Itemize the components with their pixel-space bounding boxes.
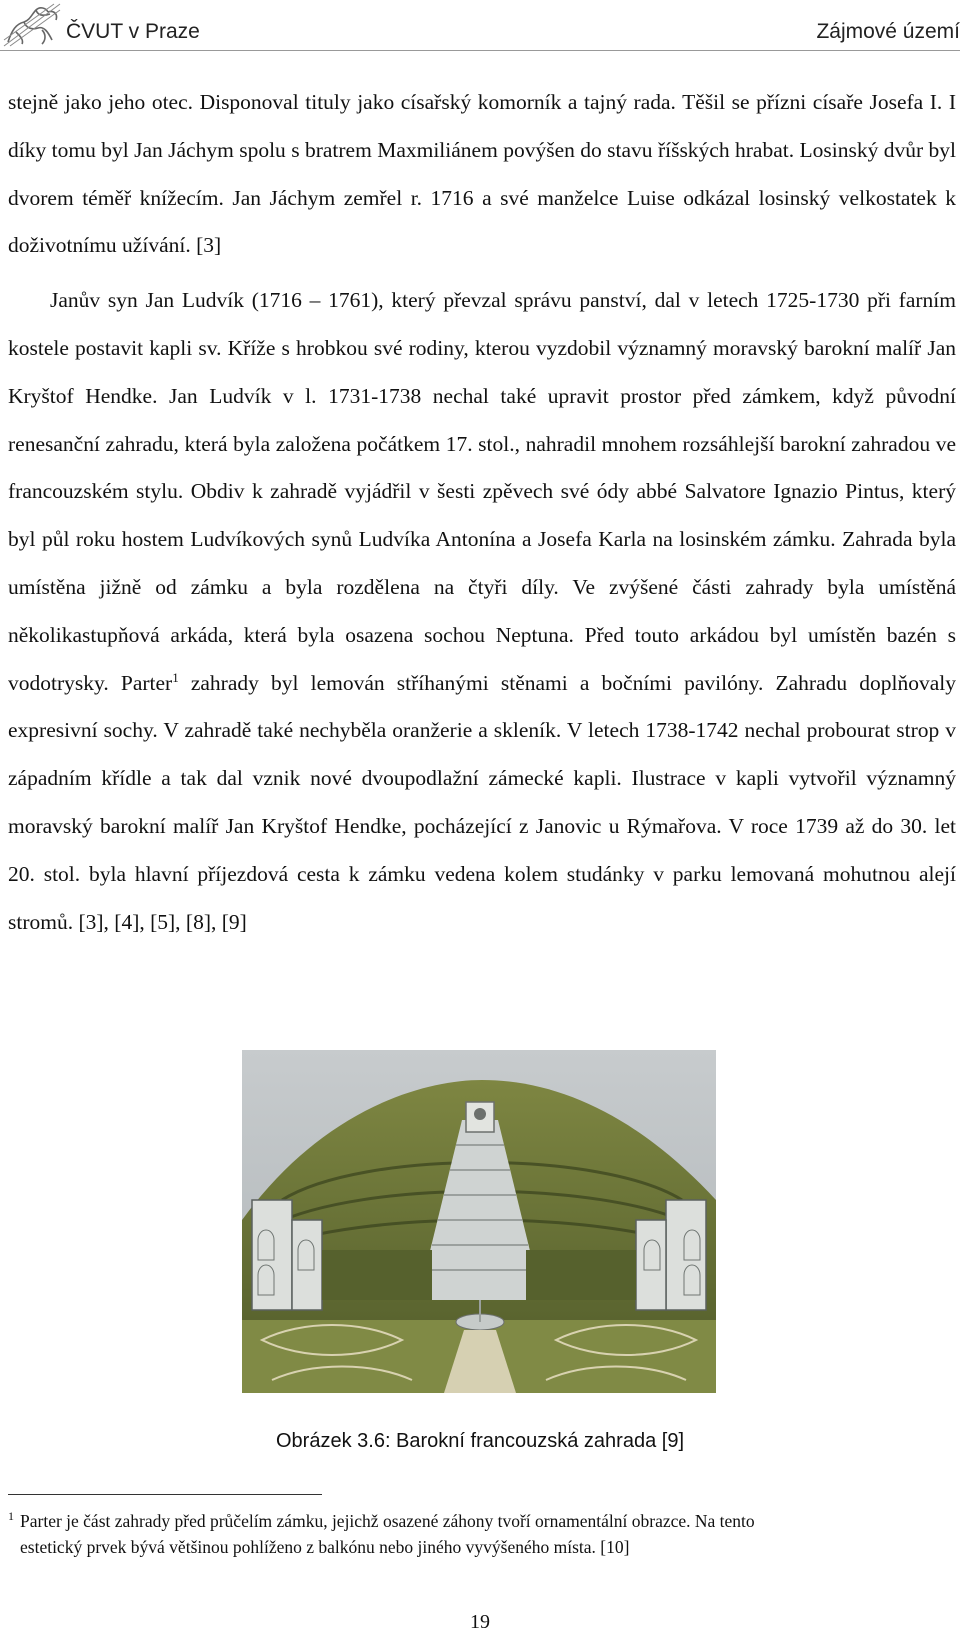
paragraph-1: stejně jako jeho otec. Disponoval tituly jako císařský komorník a tajný rada. Těšil se přízni císaře Josefa I. I díky tomu byl Jan Jáchym spolu s bratrem Maxmiliánem povýšen do stavu říšských hrabat. Losinský dvůr byl dvorem téměř knížecím. Jan Jáchym zemřel r. 1716 a své manželce Luise odkázal losinský velkostatek k doživotnímu užívání. [3] [8, 90, 956, 258]
footnote-reference[interactable]: 1 [172, 669, 179, 685]
header-chapter: Zájmové území [816, 20, 960, 43]
footnote-number: 1 [8, 1509, 14, 1524]
paragraph-2-part-1: Janův syn Jan Ludvík (1716 – 1761), který převzal správu panství, dal v letech 1725-1730 při farním kostele postavit kapli sv. Kříže s hrobkou své rodiny, kterou vyzdobil významný moravský barokní malíř Jan Kryštof Hendke. Jan Ludvík v l. 1731-1738 nechal také upravit prostor před zámkem, když původní renesanční zahradu, která byla založena počátkem 17. stol., nahradil mnohem rozsáhlejší barokní zahradou ve francouzském stylu. Obdiv k zahradě vyjádřil v šesti zpěvech své ódy abbé Salvatore Ignazio Pintus, který byl půl roku hostem Ludvíkových synů Ludvíka Antonína a Josefa Karla na losinském zámku. Zahrada byla umístěna jižně od zámku a byla rozdělena na čtyři díly. Ve zvýšené části zahrady byla umístěná několikastupňová arkáda, která byla osazena sochou Neptuna. Před touto arkádou byl umístěn bazén s vodotrysky. Parter [8, 288, 956, 695]
footnote-line-1: Parter je část zahrady před průčelím zámku, jejichž osazené záhony tvoří ornamentální obrazce. Na tento [20, 1511, 755, 1531]
baroque-garden-illustration [242, 1050, 716, 1393]
garden-painting [242, 1050, 716, 1393]
page-header [0, 0, 960, 60]
figure-caption: Obrázek 3.6: Barokní francouzská zahrada [9] [276, 1430, 684, 1452]
paragraph-2-part-2: zahrady byl lemován stříhanými stěnami a bočními pavilóny. Zahradu doplňovaly expresivní sochy. V zahradě také nechyběla oranžerie a skleník. V letech 1738-1742 nechal probourat strop v západním křídle a tak dal vznik nové dvoupodlažní zámecké kapli. Ilustrace v kapli vytvořil významný moravský barokní malíř Jan Kryštof Hendke, pocházející z Janovic u Rýmařova. V roce 1739 až do 30. let 20. stol. byla hlavní příjezdová cesta k zámku vedena kolem studánky v parku lemovaná mohutnou alejí stromů. [3], [4], [5], [8], [9] [8, 670, 956, 934]
footnote [8, 1508, 956, 1560]
body-text [8, 79, 956, 946]
cvut-lion-logo-icon [2, 2, 62, 48]
header-rule [0, 50, 960, 51]
page-number: 19 [470, 1611, 490, 1633]
header-institution: ČVUT v Praze [66, 20, 200, 43]
footnote-line-2: estetický prvek bývá většinou pohlíženo z balkónu nebo jiného vyvýšeného místa. [10] [20, 1537, 630, 1557]
footnote-separator [8, 1494, 322, 1495]
paragraph-2 [8, 277, 956, 946]
